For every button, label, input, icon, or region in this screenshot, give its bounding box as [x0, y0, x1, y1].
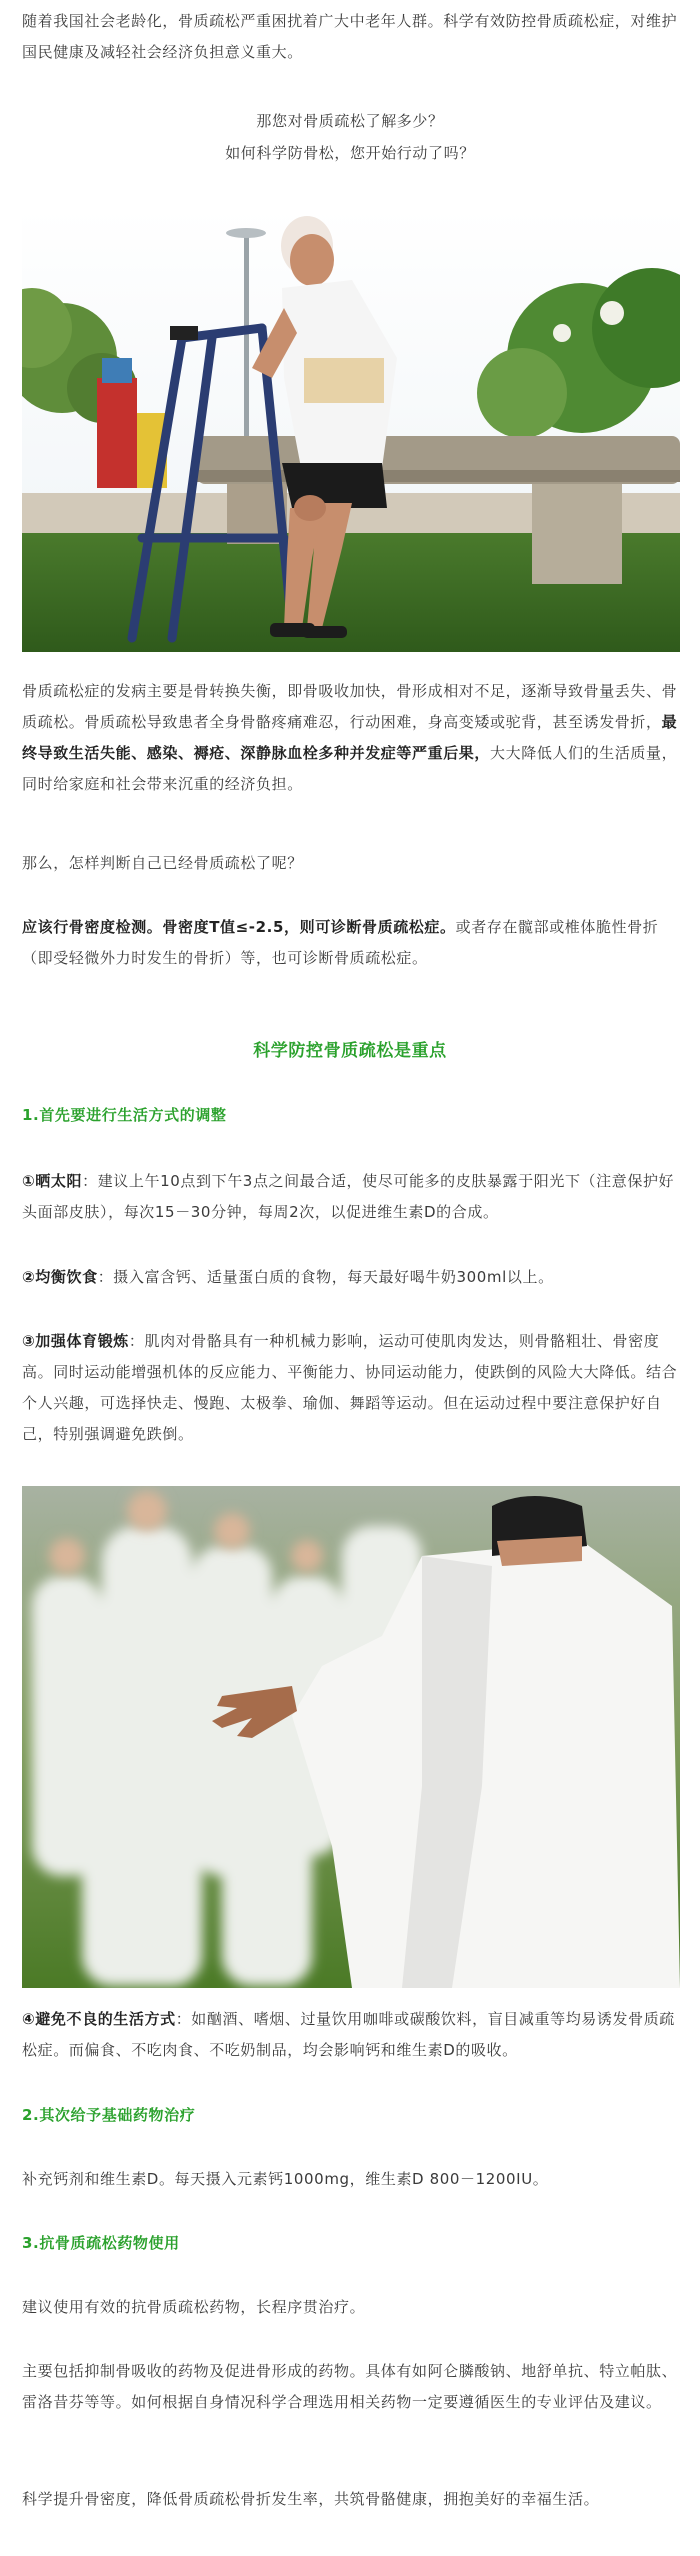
subsection-3-title: 3.抗骨质疏松药物使用 — [22, 2234, 180, 2252]
basic-drug-text: 补充钙剂和维生素D。每天摄入元素钙1000mg，维生素D 800－1200IU。 — [22, 2170, 549, 2188]
intro-question-1: 那您对骨质疏松了解多少？ — [256, 112, 444, 130]
cause-paragraph: 骨质疏松症的发病主要是骨转换失衡，即骨吸收加快，骨形成相对不足，逐渐导致骨量丢失、骨质疏松。骨质疏松导致患者全身骨骼疼痛难忍，行动困难，身高变矮或驼背，甚至诱发骨折，最终导致生活失能、感染、褥疮、深静脉血栓多种并发症等严重后果，大大降低人们的生活质量，同时给家庭和社会带来沉重的经济负担。 — [22, 682, 678, 793]
drug-detail-text: 主要包括抑制骨吸收的药物及促进骨形成的药物。具体有如阿仑膦酸钠、地舒单抗、特立帕肽、雷洛昔芬等等。如何根据自身情况科学合理选用相关药物一定要遵循医生的专业评估及建议。 — [22, 2362, 678, 2411]
closing-text: 科学提升骨密度，降低骨质疏松骨折发生率，共筑骨骼健康，拥抱美好的幸福生活。 — [22, 2490, 600, 2508]
photo-tai-chi-group — [22, 1486, 680, 1988]
drug-advice-text: 建议使用有效的抗骨质疏松药物，长程序贯治疗。 — [22, 2298, 366, 2316]
subsection-2-title: 2.其次给予基础药物治疗 — [22, 2106, 196, 2124]
diagnosis-paragraph: 应该行骨密度检测。骨密度T值≤-2.5，则可诊断骨质疏松症。或者存在髋部或椎体脆性骨折（即受轻微外力时发生的骨折）等，也可诊断骨质疏松症。 — [22, 918, 659, 967]
tip-avoid-bad-habits: ④避免不良的生活方式：如酗酒、嗜烟、过量饮用咖啡或碳酸饮料，盲目减重等均易诱发骨质疏松症。而偏食、不吃肉食、不吃奶制品，均会影响钙和维生素D的吸收。 — [22, 2010, 675, 2059]
intro-paragraph: 随着我国社会老龄化，骨质疏松严重困扰着广大中老年人群。科学有效防控骨质疏松症，对维护国民健康及减轻社会经济负担意义重大。 — [22, 12, 678, 61]
diagnosis-question: 那么，怎样判断自己已经骨质疏松了呢？ — [22, 854, 303, 872]
photo-elderly-man-walker — [22, 208, 680, 652]
intro-question-2: 如何科学防骨松，您开始行动了吗？ — [225, 144, 475, 162]
tip-sunbath: ①晒太阳：建议上午10点到下午3点之间最合适，使尽可能多的皮肤暴露于阳光下（注意保护好头面部皮肤），每次15－30分钟，每周2次，以促进维生素D的合成。 — [22, 1172, 675, 1221]
tip-diet: ②均衡饮食：摄入富含钙、适量蛋白质的食物，每天最好喝牛奶300ml以上。 — [22, 1268, 554, 1286]
section-heading: 科学防控骨质疏松是重点 — [253, 1041, 447, 1061]
tip-exercise: ③加强体育锻炼：肌肉对骨骼具有一种机械力影响，运动可使肌肉发达，则骨骼粗壮、骨密度高。同时运动能增强机体的反应能力、平衡能力、协同运动能力，使跌倒的风险大大降低。结合个人兴趣，可选择快走、慢跑、太极拳、瑜伽、舞蹈等运动。但在运动过程中要注意保护好自己，特别强调避免跌倒。 — [22, 1332, 678, 1443]
subsection-1-title: 1.首先要进行生活方式的调整 — [22, 1106, 227, 1124]
